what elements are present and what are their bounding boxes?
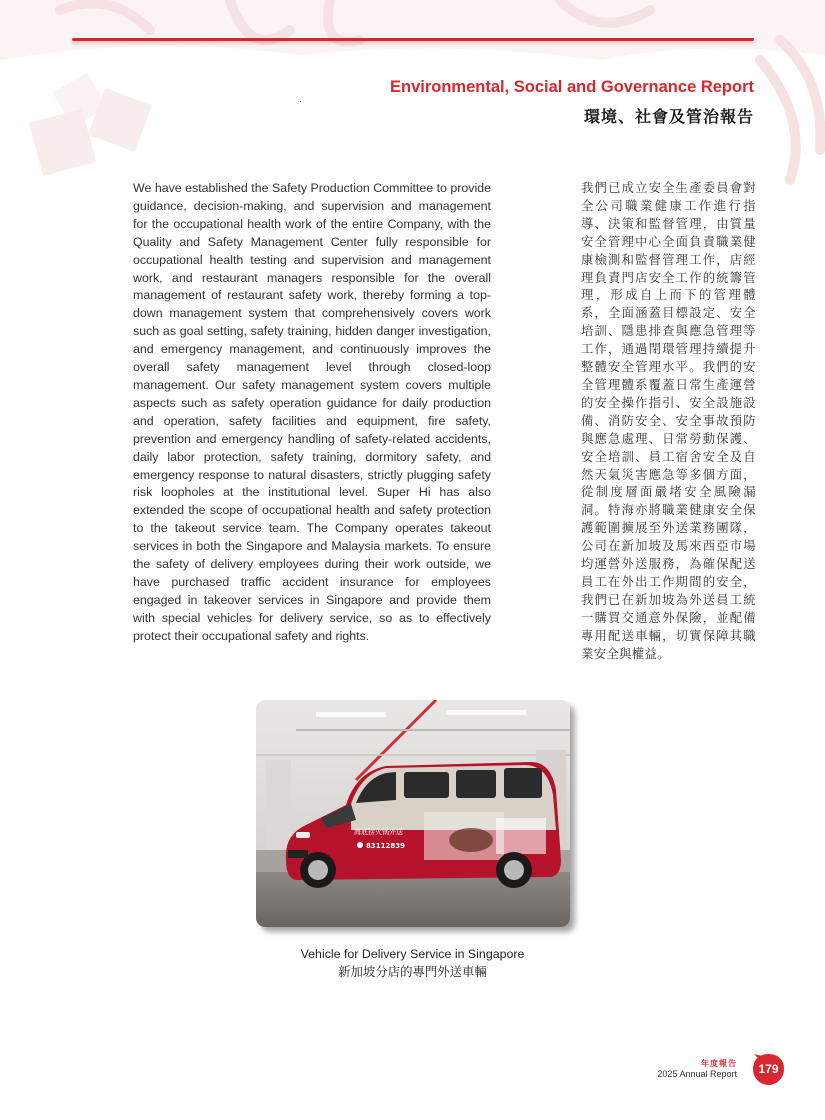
footer-report-label-en: 2025 Annual Report [657, 1069, 737, 1079]
footer-report-label-zh: 年度報告 [701, 1059, 737, 1068]
report-title-zh: 環境、社會及管治報告 [583, 107, 754, 126]
caption-en: Vehicle for Delivery Service in Singapore [300, 947, 525, 961]
report-title-en: Environmental, Social and Governance Report [389, 78, 754, 96]
body-text-chinese: 我們已成立安全生產委員會對全公司職業健康工作進行指導、決策和監督管理，由質量安全管理中心全面負責職業健康檢測和監督管理工作，店經理負責門店安全工作的統籌管理，形成自上而下的管理體系，全面涵蓋目標設定、安全培訓、隱患排查與應急管理等工作，通過閉環管理持續提升整體安全管理水平。我們的安全管理體系覆蓋日常生產運營的安全操作指引、安全設施設備、消防安全、安全事故預防與應急處理、日常勞動保護、安全培訓、員工宿舍安全及自然天氣災害應急等多個方面，從制度層面嚴堵安全風險漏洞。特海亦將職業健康安全保護範圍擴展至外送業務團隊，公司在新加坡及馬來西亞市場均運營外送服務，為確保配送員工在外出工作期間的安全，我們已在新加坡為外送員工統一購買交通意外保險，並配備專用配送車輛，切實保障其職業安全與權益。 [581, 181, 756, 661]
photo-caption [200, 946, 625, 980]
caption-zh: 新加坡分店的專門外送車輛 [338, 964, 487, 979]
header-divider [72, 38, 754, 41]
page-number: 179 [758, 1062, 779, 1076]
stray-dot [300, 101, 301, 102]
body-text-english: We have established the Safety Production Committee to provide guidance, decision-making, and supervision and management for the occupational health work of the entire Company, with the Quality and Safety Management Center fully responsible for occupational health testing and supervision and management work, and restaurant managers responsible for the overall management of restaurant safety work, thereby forming a top-down management system that comprehensively covers work such as goal setting, safety training, hidden danger investigation, and emergency management, and continuously improves the overall safety management level through closed-loop management. Our safety management system covers multiple aspects such as safety operation guidance for daily production and operation, safety facilities and equipment, fire safety, prevention and emergency handling of safety-related accidents, daily labor protection, safety training, dormitory safety, and emergency response to natural disasters, strictly plugging safety risk loopholes at the institutional level. Super Hi has also extended the scope of occupational health and safety protection to the takeout service team. The Company operates takeout services in both the Singapore and Malaysia markets. To ensure the safety of delivery employees during their work outside, we have purchased traffic accident insurance for employees engaged in takeover services in Singapore and provide them with special vehicles for delivery service, so as to effectively protect their occupational safety and rights. [133, 181, 491, 643]
van-phone-text: 83112839 [366, 842, 405, 850]
van-brand-text: 海底捞火锅外送 [354, 828, 403, 836]
delivery-van-photo [256, 700, 570, 927]
